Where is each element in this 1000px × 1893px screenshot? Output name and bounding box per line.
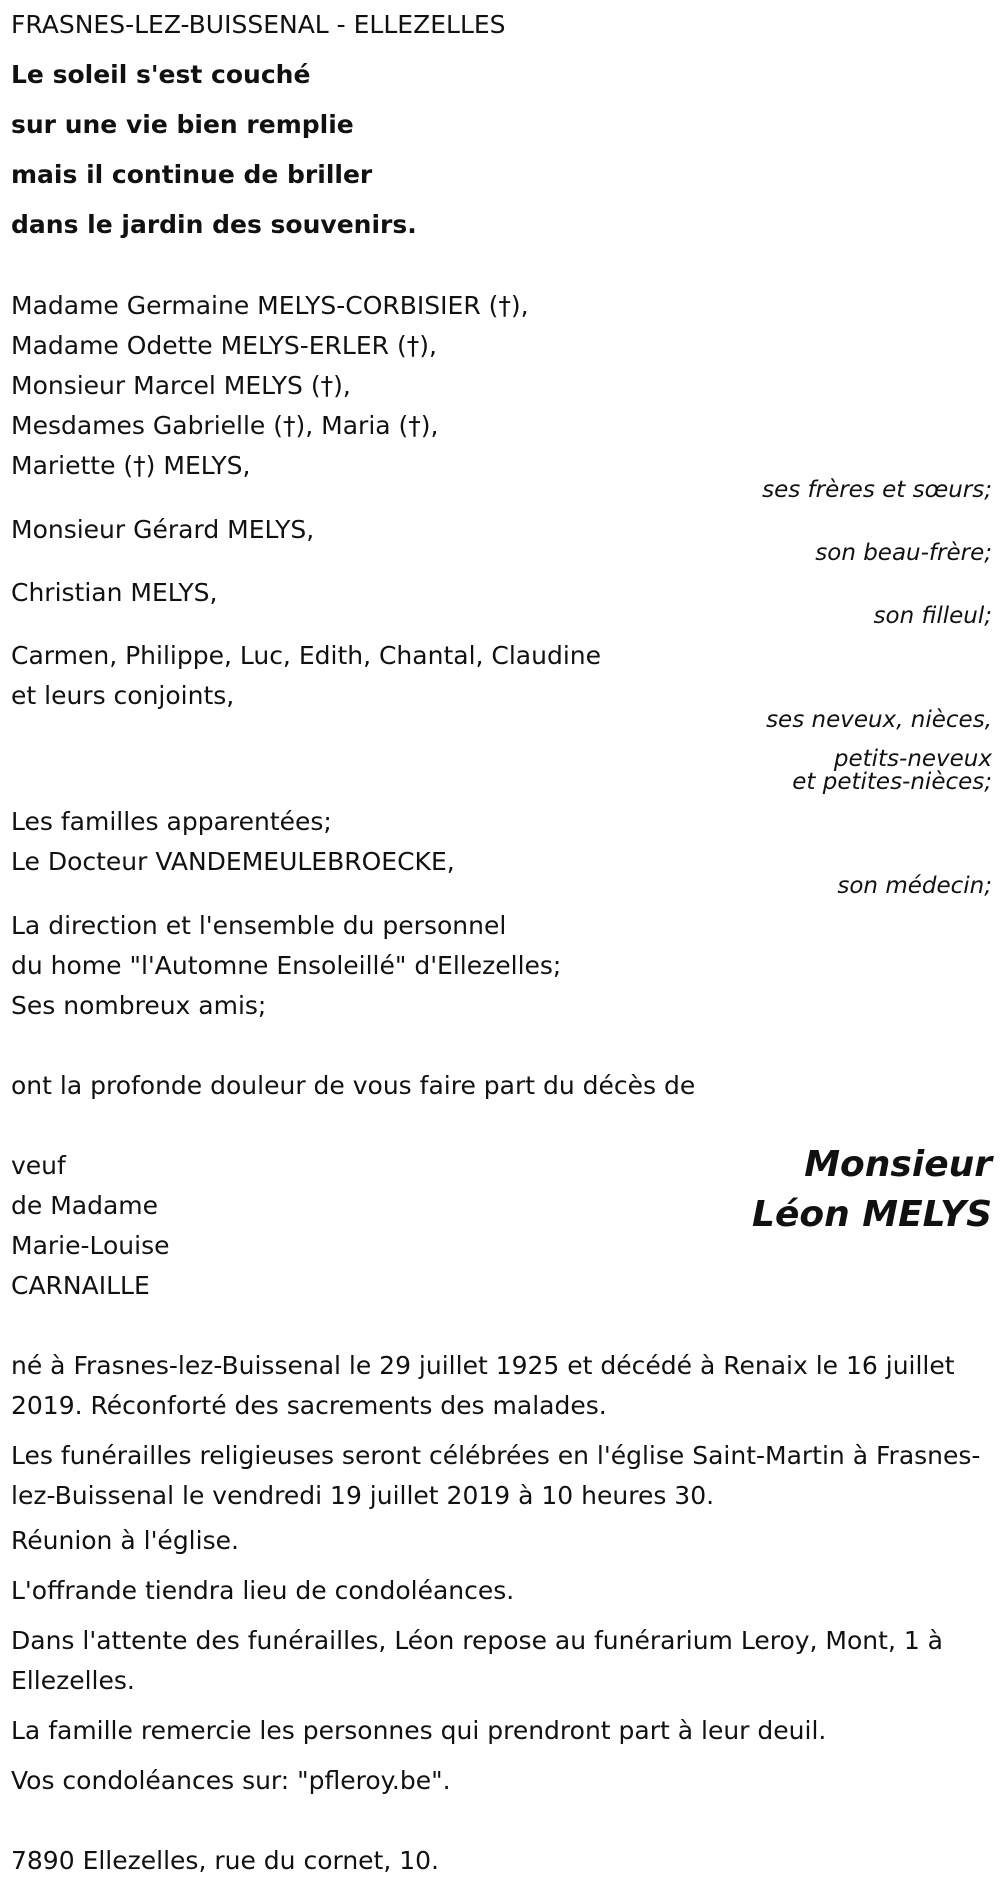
details-birth-death: né à Frasnes-lez-Buissenal le 29 juillet 1925 et décédé à Renaix le 16 juillet 2019. Réconforté des sacrements des malades. <box>11 1351 955 1420</box>
siblings-relation: ses frères et sœurs; <box>762 477 992 503</box>
poem-line-4: dans le jardin des souvenirs. <box>11 210 417 239</box>
deceased-title: Monsieur <box>804 1144 992 1185</box>
related-families: Les familles apparentées; <box>11 807 332 836</box>
deceased-name: Léon MELYS <box>752 1194 992 1235</box>
nephews-relation: ses neveux, nièces, <box>766 707 992 733</box>
brother-in-law: Monsieur Gérard MELYS, <box>11 515 315 544</box>
staff-line-1: La direction et l'ensemble du personnel <box>11 911 507 940</box>
poem-line-2: sur une vie bien remplie <box>11 110 354 139</box>
poem-line-1: Le soleil s'est couché <box>11 60 311 89</box>
widower-line-2: de Madame <box>11 1191 159 1220</box>
staff-line-2: du home "l'Automne Ensoleillé" d'Ellezelles; <box>11 951 562 980</box>
godson-relation: son filleul; <box>873 603 992 629</box>
doctor: Le Docteur VANDEMEULEBROECKE, <box>11 847 455 876</box>
staff-line-3: Ses nombreux amis; <box>11 991 267 1020</box>
grand-nephews-relation-2: et petites-nièces; <box>792 769 992 795</box>
widower-line-3: Marie-Louise <box>11 1231 170 1260</box>
sibling-line-1: Madame Germaine MELYS-CORBISIER (†), <box>11 291 529 320</box>
details-meeting: Réunion à l'église. <box>11 1526 239 1555</box>
header-place: FRASNES-LEZ-BUISSENAL - ELLEZELLES <box>11 10 506 39</box>
nephews-line-1: Carmen, Philippe, Luc, Edith, Chantal, Claudine <box>11 641 602 670</box>
grand-nephews-relation-1: petits-neveux <box>833 746 992 772</box>
sibling-line-4: Mesdames Gabrielle (†), Maria (†), <box>11 411 439 440</box>
widower-line-4: CARNAILLE <box>11 1271 150 1300</box>
details-funeral: Les funérailles religieuses seront célébrées en l'église Saint-Martin à Frasnes-lez-Buissenal le vendredi 19 juillet 2019 à 10 heures 30. <box>11 1441 981 1510</box>
details-thanks: La famille remercie les personnes qui prendront part à leur deuil. <box>11 1716 827 1745</box>
sibling-line-5: Mariette (†) MELYS, <box>11 451 251 480</box>
details-offering: L'offrande tiendra lieu de condoléances. <box>11 1576 515 1605</box>
sibling-line-3: Monsieur Marcel MELYS (†), <box>11 371 351 400</box>
brother-in-law-relation: son beau-frère; <box>815 540 992 566</box>
nephews-line-2: et leurs conjoints, <box>11 681 235 710</box>
details-condolences: Vos condoléances sur: "pfleroy.be". <box>11 1766 451 1795</box>
address: 7890 Ellezelles, rue du cornet, 10. <box>11 1846 440 1875</box>
sibling-line-2: Madame Odette MELYS-ERLER (†), <box>11 331 437 360</box>
announcement: ont la profonde douleur de vous faire part du décès de <box>11 1071 696 1100</box>
details-funerarium: Dans l'attente des funérailles, Léon repose au funérarium Leroy, Mont, 1 à Ellezelles. <box>11 1626 944 1695</box>
poem-line-3: mais il continue de briller <box>11 160 373 189</box>
doctor-relation: son médecin; <box>837 873 992 899</box>
widower-line-1: veuf <box>11 1151 66 1180</box>
godson: Christian MELYS, <box>11 578 218 607</box>
